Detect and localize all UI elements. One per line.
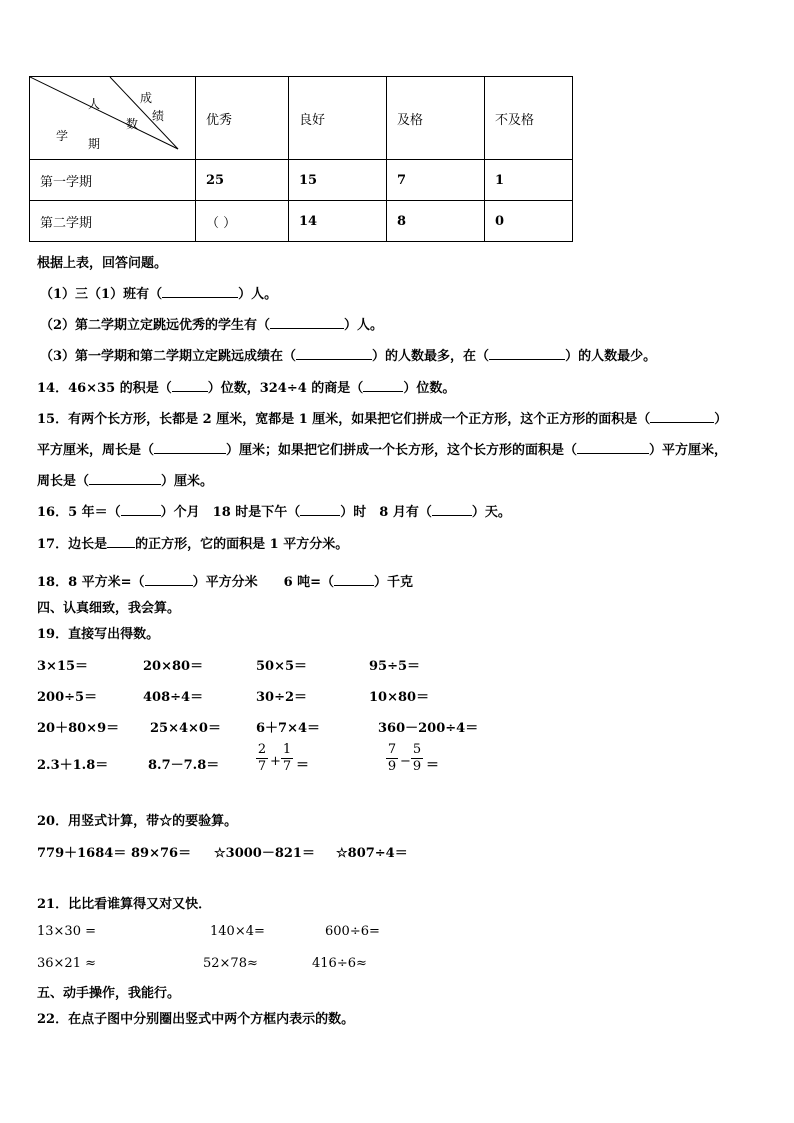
fraction: $\frac{1}{7}$ bbox=[282, 742, 292, 774]
table-cell: 15 bbox=[289, 160, 387, 201]
calc-item: 6＋7×4＝ bbox=[256, 721, 321, 736]
diag-label: 期 bbox=[88, 137, 101, 151]
calc-item: 50×5＝ bbox=[256, 659, 308, 674]
table-cell: 25 bbox=[196, 160, 289, 201]
calc-item: 8.7－7.8＝ bbox=[148, 758, 220, 773]
answer-blank[interactable] bbox=[300, 503, 340, 516]
q14: 14．46×35 的积是（ ）位数，324÷4 的商是（ ）位数。 bbox=[37, 381, 456, 396]
answer-blank[interactable] bbox=[296, 347, 372, 360]
diag-label: 人 bbox=[88, 97, 101, 111]
calc-item: 10×80＝ bbox=[369, 690, 430, 705]
calc-item: 89×76＝ bbox=[131, 846, 192, 861]
calc-item: 52×78≈ bbox=[203, 956, 258, 971]
calc-item: 2.3＋1.8＝ bbox=[37, 758, 109, 773]
table-cell: 8 bbox=[387, 201, 485, 242]
calc-item: 20×80＝ bbox=[143, 659, 204, 674]
calc-item: 600÷6= bbox=[325, 924, 380, 939]
table-row bbox=[30, 160, 573, 201]
operator: − bbox=[400, 754, 411, 769]
table-cell: 7 bbox=[387, 160, 485, 201]
q15-line1: 15．有两个长方形，长都是 2 厘米，宽都是 1 厘米，如果把它们拼成一个正方形，这个正方形的面积是（ ） bbox=[37, 412, 728, 427]
equals: ＝ bbox=[426, 758, 440, 773]
calc-item: 36×21 ≈ bbox=[37, 956, 97, 971]
calc-item: 360－200÷4＝ bbox=[378, 721, 479, 736]
table-header: 优秀 bbox=[196, 77, 289, 160]
calc-item: 200÷5＝ bbox=[37, 690, 98, 705]
answer-blank[interactable] bbox=[577, 441, 649, 454]
section-5-heading: 五、动手操作，我能行。 bbox=[37, 986, 181, 1001]
q15-line3: 周长是（ ）厘米。 bbox=[37, 474, 214, 489]
q19-title: 19．直接写出得数。 bbox=[37, 627, 160, 642]
answer-blank[interactable] bbox=[172, 379, 208, 392]
table-header: 及格 bbox=[387, 77, 485, 160]
diag-label: 学 bbox=[56, 129, 69, 143]
calc-item: 408÷4＝ bbox=[143, 690, 204, 705]
answer-blank[interactable] bbox=[489, 347, 565, 360]
diagonal-header-cell bbox=[30, 77, 196, 160]
table-row bbox=[30, 201, 573, 242]
q13-part1: （1）三（1）班有（ ）人。 bbox=[40, 287, 278, 302]
operator: + bbox=[270, 754, 281, 769]
calc-item: 25×4×0＝ bbox=[150, 721, 221, 736]
equals: ＝ bbox=[296, 758, 310, 773]
calc-item: 95÷5＝ bbox=[369, 659, 421, 674]
q13-part2: （2）第二学期立定跳远优秀的学生有（ ）人。 bbox=[40, 318, 384, 333]
table-cell: 14 bbox=[289, 201, 387, 242]
answer-blank[interactable] bbox=[270, 316, 344, 329]
answer-blank[interactable] bbox=[89, 472, 161, 485]
score-table bbox=[29, 76, 573, 242]
calc-item: 416÷6≈ bbox=[312, 956, 367, 971]
answer-blank[interactable] bbox=[650, 410, 714, 423]
calc-item: 3×15＝ bbox=[37, 659, 89, 674]
calc-item: 30÷2＝ bbox=[256, 690, 308, 705]
calc-item: ☆807÷4＝ bbox=[336, 846, 408, 861]
calc-item: ☆3000－821＝ bbox=[214, 846, 315, 861]
calc-item: 20＋80×9＝ bbox=[37, 721, 120, 736]
q13-intro: 根据上表，回答问题。 bbox=[37, 256, 168, 271]
q20-title: 20．用竖式计算，带☆的要验算。 bbox=[37, 814, 238, 829]
row-label: 第二学期 bbox=[30, 201, 196, 242]
calc-item: 779＋1684＝ bbox=[37, 846, 127, 861]
fraction: $\frac{7}{9}$ bbox=[387, 742, 397, 774]
answer-blank[interactable] bbox=[107, 535, 135, 548]
table-header: 良好 bbox=[289, 77, 387, 160]
fraction: $\frac{2}{7}$ bbox=[257, 742, 267, 774]
q15-line2: 平方厘米，周长是（ ）厘米；如果把它们拼成一个长方形，这个长方形的面积是（ ）平方厘米， bbox=[37, 443, 728, 458]
calc-item: 140×4= bbox=[210, 924, 265, 939]
q18: 18．8 平方米=（ ）平方分米 6 吨=（ ）千克 bbox=[37, 575, 414, 590]
answer-blank[interactable] bbox=[363, 379, 403, 392]
answer-blank[interactable] bbox=[334, 573, 374, 586]
q22: 22．在点子图中分别圈出竖式中两个方框内表示的数。 bbox=[37, 1012, 355, 1027]
diag-label: 成 bbox=[140, 91, 153, 105]
q17: 17．边长是 的正方形，它的面积是 1 平方分米。 bbox=[37, 537, 349, 552]
q16: 16．5 年＝（ ）个月 18 时是下午（ ）时 8 月有（ ）天。 bbox=[37, 505, 511, 520]
row-label: 第一学期 bbox=[30, 160, 196, 201]
diag-label: 数 bbox=[126, 117, 139, 131]
section-4-heading: 四、认真细致，我会算。 bbox=[37, 601, 181, 616]
q21-title: 21．比比看谁算得又对又快． bbox=[37, 897, 212, 912]
answer-blank[interactable] bbox=[162, 285, 238, 298]
q13-part3: （3）第一学期和第二学期立定跳远成绩在（ ）的人数最多，在（ ）的人数最少。 bbox=[40, 349, 657, 364]
table-cell: （ ） bbox=[196, 201, 289, 242]
table-cell: 1 bbox=[485, 160, 573, 201]
table-cell: 0 bbox=[485, 201, 573, 242]
answer-blank[interactable] bbox=[145, 573, 193, 586]
table-header: 不及格 bbox=[485, 77, 573, 160]
fraction: $\frac{5}{9}$ bbox=[412, 742, 422, 774]
calc-item: 13×30 = bbox=[37, 924, 97, 939]
diag-label: 绩 bbox=[152, 109, 165, 123]
answer-blank[interactable] bbox=[432, 503, 472, 516]
answer-blank[interactable] bbox=[154, 441, 226, 454]
answer-blank[interactable] bbox=[121, 503, 161, 516]
